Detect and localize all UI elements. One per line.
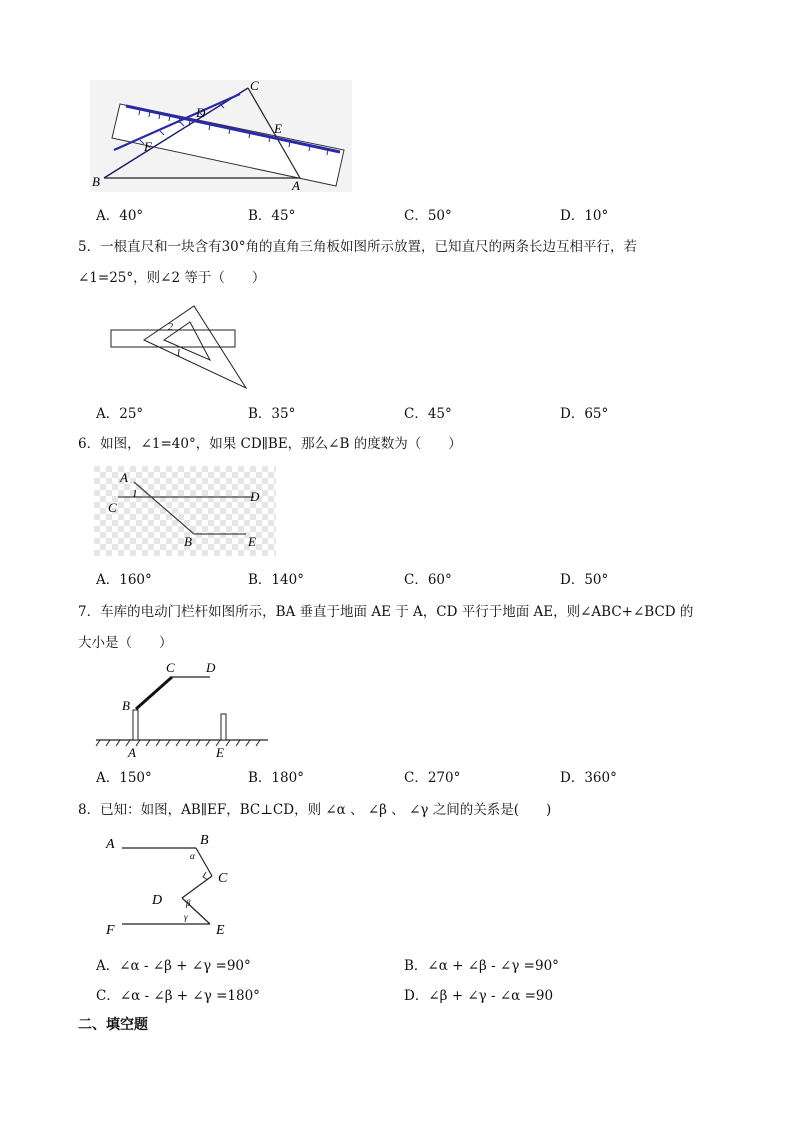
q6-figure xyxy=(94,466,276,556)
q5-label-1: 1 xyxy=(176,348,181,359)
q7-label-a: A xyxy=(128,745,136,760)
q4-label-f: F xyxy=(144,139,152,154)
q8-label-d: D xyxy=(152,893,163,908)
q8-label-c: C xyxy=(218,871,228,886)
q5-figure xyxy=(108,300,250,392)
q7-question-line2: 大小是（ ） xyxy=(78,635,173,651)
q4-label-a: A xyxy=(292,178,300,192)
q7-label-e: E xyxy=(216,745,224,760)
q8-option-c[interactable]: C．∠α - ∠β + ∠γ =180° xyxy=(96,988,260,1004)
q8-option-b[interactable]: B．∠α + ∠β - ∠γ =90° xyxy=(404,958,559,974)
q8-label-gamma: γ xyxy=(184,912,188,922)
q6-label-c: C xyxy=(108,500,117,515)
q8-option-a[interactable]: A．∠α - ∠β + ∠γ =90° xyxy=(96,958,251,974)
q4-option-c[interactable]: C．50° xyxy=(404,208,452,224)
q4-label-c: C xyxy=(250,80,259,93)
q7-option-a[interactable]: A．150° xyxy=(96,770,152,786)
q5-option-b[interactable]: B．35° xyxy=(248,406,296,422)
q8-label-beta: β xyxy=(186,898,191,908)
q8-label-a: A xyxy=(106,837,115,852)
q8-question-line1: 8．已知：如图，AB∥EF，BC⊥CD，则 ∠α 、 ∠β 、 ∠γ 之间的关系是( ) xyxy=(78,802,552,818)
q7-option-c[interactable]: C．270° xyxy=(404,770,461,786)
q8-label-b: B xyxy=(200,833,209,848)
q5-label-2: 2 xyxy=(168,322,173,333)
q4-label-b: B xyxy=(92,174,100,189)
q7-option-d[interactable]: D．360° xyxy=(560,770,617,786)
q5-option-a[interactable]: A．25° xyxy=(96,406,144,422)
q5-question-line2: ∠1=25°，则∠2 等于（ ） xyxy=(78,270,266,286)
q5-option-c[interactable]: C．45° xyxy=(404,406,452,422)
q4-label-e: E xyxy=(274,121,282,136)
q4-label-d: D xyxy=(196,105,206,120)
q7-label-b: B xyxy=(122,698,130,713)
q6-option-d[interactable]: D．50° xyxy=(560,572,609,588)
q6-question-line1: 6．如图，∠1=40°，如果 CD∥BE，那么∠B 的度数为（ ） xyxy=(78,436,462,452)
q6-option-c[interactable]: C．60° xyxy=(404,572,452,588)
q6-label-b: B xyxy=(184,534,192,549)
q6-option-b[interactable]: B．140° xyxy=(248,572,304,588)
q6-option-a[interactable]: A．160° xyxy=(96,572,152,588)
section-title-fill-in: 二、填空题 xyxy=(78,1017,148,1033)
q4-figure xyxy=(90,80,352,192)
q7-figure xyxy=(94,660,270,760)
q6-label-1: 1 xyxy=(132,488,138,500)
q7-label-d: D xyxy=(206,660,216,675)
q4-option-b[interactable]: B．45° xyxy=(248,208,296,224)
q8-figure xyxy=(100,826,240,942)
q5-question-line1: 5．一根直尺和一块含有30°角的直角三角板如图所示放置，已知直尺的两条长边互相平行，若 xyxy=(78,239,638,255)
q8-label-e: E xyxy=(216,923,225,938)
q8-label-f: F xyxy=(106,923,115,938)
q8-option-d[interactable]: D．∠β + ∠γ - ∠α =90 xyxy=(404,988,554,1004)
q6-label-a: A xyxy=(120,470,128,485)
q4-option-a[interactable]: A．40° xyxy=(96,208,144,224)
q4-option-d[interactable]: D．10° xyxy=(560,208,609,224)
q7-label-c: C xyxy=(166,660,175,675)
q7-option-b[interactable]: B．180° xyxy=(248,770,304,786)
q6-label-d: D xyxy=(250,489,260,504)
q7-question-line1: 7．车库的电动门栏杆如图所示，BA 垂直于地面 AE 于 A，CD 平行于地面 AE，则∠ABC+∠BCD 的 xyxy=(78,604,694,620)
q6-label-e: E xyxy=(248,534,256,549)
q5-option-d[interactable]: D．65° xyxy=(560,406,609,422)
q8-label-alpha: α xyxy=(190,851,195,861)
